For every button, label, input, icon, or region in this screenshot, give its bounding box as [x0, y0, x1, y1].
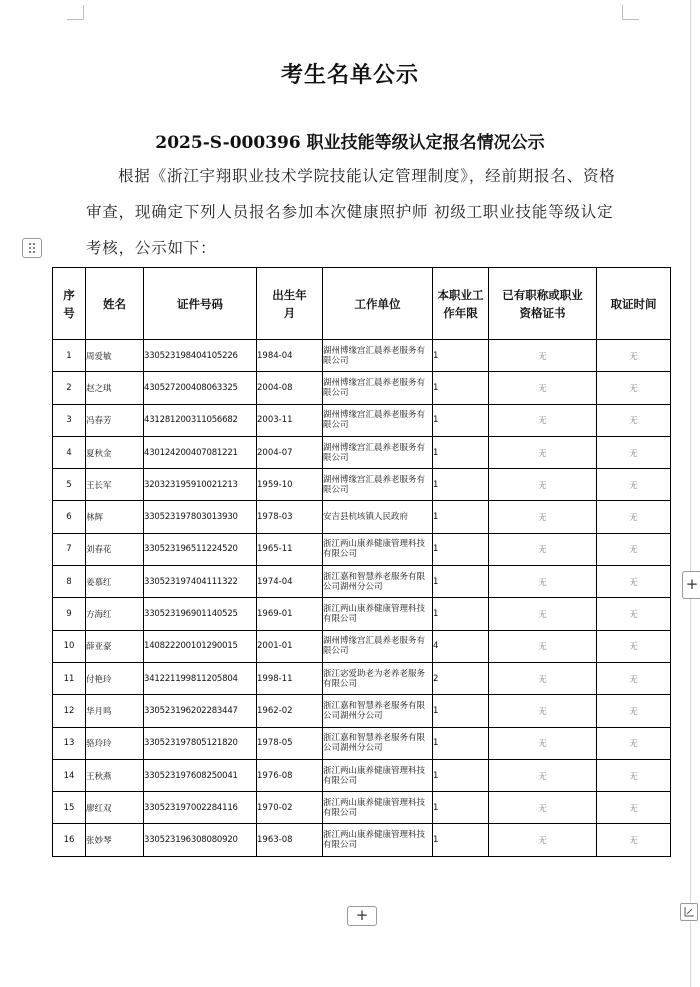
cell-years: 1 — [433, 340, 489, 372]
cell-work-unit: 湖州博缘宫汇晨养老服务有限公司 — [323, 630, 433, 662]
cell-certificate: 无 — [489, 727, 597, 759]
cell-work-unit: 湖州博缘宫汇晨养老服务有限公司 — [323, 340, 433, 372]
cell-seq: 14 — [53, 759, 86, 791]
cell-name: 张妙琴 — [86, 824, 144, 856]
cell-cert-time: 无 — [597, 727, 671, 759]
cell-id-number: 430527200408063325 — [144, 372, 257, 404]
cell-id-number: 330523197803013930 — [144, 501, 257, 533]
add-column-button[interactable] — [682, 571, 700, 599]
cell-birth: 1984-04 — [257, 340, 323, 372]
cell-birth: 2004-08 — [257, 372, 323, 404]
cell-seq: 2 — [53, 372, 86, 404]
header-name: 姓名 — [86, 268, 144, 340]
cell-certificate: 无 — [489, 340, 597, 372]
table-header-row — [53, 268, 671, 340]
cell-cert-time: 无 — [597, 824, 671, 856]
header-id: 证件号码 — [144, 268, 257, 340]
cell-cert-time: 无 — [597, 469, 671, 501]
cell-id-number: 330523198404105226 — [144, 340, 257, 372]
cell-certificate: 无 — [489, 372, 597, 404]
cell-certificate: 无 — [489, 501, 597, 533]
cell-certificate: 无 — [489, 404, 597, 436]
cell-name: 骆玲玲 — [86, 727, 144, 759]
cell-id-number: 140822200101290015 — [144, 630, 257, 662]
cell-seq: 4 — [53, 436, 86, 468]
cell-birth: 2004-07 — [257, 436, 323, 468]
cell-work-unit: 浙江嘉和智慧养老服务有限公司湖州分公司 — [323, 695, 433, 727]
header-cert: 已有职称或职业资格证书 — [489, 268, 597, 340]
cell-years: 1 — [433, 404, 489, 436]
cell-name: 夏秋金 — [86, 436, 144, 468]
cell-years: 4 — [433, 630, 489, 662]
cell-work-unit: 湖州博缘宫汇晨养老服务有限公司 — [323, 469, 433, 501]
cell-seq: 5 — [53, 469, 86, 501]
add-row-button[interactable] — [347, 906, 377, 926]
cell-birth: 2003-11 — [257, 404, 323, 436]
cell-seq: 6 — [53, 501, 86, 533]
cell-id-number: 431281200311056682 — [144, 404, 257, 436]
cell-seq: 12 — [53, 695, 86, 727]
header-seq: 序号 — [53, 268, 86, 340]
cell-years: 1 — [433, 695, 489, 727]
cell-name: 冯春芳 — [86, 404, 144, 436]
cell-work-unit: 浙江两山康养健康管理科技有限公司 — [323, 533, 433, 565]
cell-work-unit: 浙江两山康养健康管理科技有限公司 — [323, 824, 433, 856]
cell-cert-time: 无 — [597, 340, 671, 372]
cell-birth: 1969-01 — [257, 598, 323, 630]
cell-seq: 11 — [53, 662, 86, 694]
cell-work-unit: 浙江两山康养健康管理科技有限公司 — [323, 598, 433, 630]
cell-work-unit: 安吉县杭垓镇人民政府 — [323, 501, 433, 533]
cell-name: 华月鸣 — [86, 695, 144, 727]
notice-subtitle: 2025-S-000396 职业技能等级认定报名情况公示 — [155, 133, 545, 153]
header-birth: 出生年月 — [257, 268, 323, 340]
cell-certificate: 无 — [489, 598, 597, 630]
cell-birth: 1978-03 — [257, 501, 323, 533]
cell-years: 1 — [433, 759, 489, 791]
cell-id-number: 430124200407081221 — [144, 436, 257, 468]
table-row — [53, 695, 671, 727]
table-row — [53, 662, 671, 694]
cell-cert-time: 无 — [597, 501, 671, 533]
table-row — [53, 372, 671, 404]
header-unit: 工作单位 — [323, 268, 433, 340]
cell-cert-time: 无 — [597, 662, 671, 694]
cell-birth: 2001-01 — [257, 630, 323, 662]
cell-seq: 13 — [53, 727, 86, 759]
table-row — [53, 533, 671, 565]
cell-seq: 1 — [53, 340, 86, 372]
cell-certificate: 无 — [489, 630, 597, 662]
cell-id-number: 330523197002284116 — [144, 792, 257, 824]
cell-birth: 1959-10 — [257, 469, 323, 501]
cell-work-unit: 浙江宓爱助老为老养老服务有限公司 — [323, 662, 433, 694]
cell-certificate: 无 — [489, 436, 597, 468]
cell-work-unit: 湖州博缘宫汇晨养老服务有限公司 — [323, 372, 433, 404]
cell-id-number: 330523197404111322 — [144, 566, 257, 598]
cell-years: 2 — [433, 662, 489, 694]
crop-mark-top-left — [67, 5, 84, 20]
cell-years: 1 — [433, 501, 489, 533]
cell-name: 王秋燕 — [86, 759, 144, 791]
cell-work-unit: 湖州博缘宫汇晨养老服务有限公司 — [323, 404, 433, 436]
cell-work-unit: 浙江嘉和智慧养老服务有限公司湖州分公司 — [323, 727, 433, 759]
table-row — [53, 598, 671, 630]
cell-years: 1 — [433, 824, 489, 856]
crop-mark-top-right — [622, 5, 639, 20]
cell-cert-time: 无 — [597, 404, 671, 436]
cell-birth: 1976-08 — [257, 759, 323, 791]
table-row — [53, 404, 671, 436]
cell-work-unit: 浙江嘉和智慧养老服务有限公司湖州分公司 — [323, 566, 433, 598]
table-row — [53, 792, 671, 824]
cell-name: 方海红 — [86, 598, 144, 630]
header-years: 本职业工作年限 — [433, 268, 489, 340]
table-move-handle-icon[interactable] — [22, 238, 42, 258]
cell-seq: 9 — [53, 598, 86, 630]
cell-id-number: 330523197608250041 — [144, 759, 257, 791]
header-time: 取证时间 — [597, 268, 671, 340]
cell-cert-time: 无 — [597, 695, 671, 727]
cell-cert-time: 无 — [597, 759, 671, 791]
cell-certificate: 无 — [489, 792, 597, 824]
table-row — [53, 824, 671, 856]
table-row — [53, 501, 671, 533]
table-row — [53, 759, 671, 791]
cell-certificate: 无 — [489, 469, 597, 501]
cell-birth: 1970-02 — [257, 792, 323, 824]
cell-years: 1 — [433, 566, 489, 598]
cell-name: 刘春花 — [86, 533, 144, 565]
table-row — [53, 469, 671, 501]
cell-id-number: 330523196308080920 — [144, 824, 257, 856]
cell-years: 1 — [433, 372, 489, 404]
cell-certificate: 无 — [489, 824, 597, 856]
cell-certificate: 无 — [489, 695, 597, 727]
cell-cert-time: 无 — [597, 372, 671, 404]
cell-certificate: 无 — [489, 566, 597, 598]
cell-seq: 15 — [53, 792, 86, 824]
plus-icon: + — [685, 575, 699, 593]
cell-name: 付艳玲 — [86, 662, 144, 694]
table-row — [53, 340, 671, 372]
cell-id-number: 330523196511224520 — [144, 533, 257, 565]
cell-years: 1 — [433, 792, 489, 824]
cell-seq: 8 — [53, 566, 86, 598]
cell-years: 1 — [433, 598, 489, 630]
cell-id-number: 330523197805121820 — [144, 727, 257, 759]
cell-name: 王长军 — [86, 469, 144, 501]
table-row — [53, 436, 671, 468]
cell-birth: 1962-02 — [257, 695, 323, 727]
cell-seq: 3 — [53, 404, 86, 436]
cell-cert-time: 无 — [597, 436, 671, 468]
cell-name: 赵之琪 — [86, 372, 144, 404]
cell-seq: 7 — [53, 533, 86, 565]
cell-name: 姜慕红 — [86, 566, 144, 598]
cell-cert-time: 无 — [597, 792, 671, 824]
cell-cert-time: 无 — [597, 533, 671, 565]
cell-years: 1 — [433, 436, 489, 468]
cell-birth: 1963-08 — [257, 824, 323, 856]
plus-icon: + — [355, 906, 369, 924]
cell-id-number: 320323195910021213 — [144, 469, 257, 501]
candidate-table — [52, 267, 671, 857]
cell-cert-time: 无 — [597, 598, 671, 630]
cell-birth: 1974-04 — [257, 566, 323, 598]
cell-cert-time: 无 — [597, 566, 671, 598]
table-row — [53, 566, 671, 598]
cell-years: 1 — [433, 727, 489, 759]
cell-seq: 16 — [53, 824, 86, 856]
cell-certificate: 无 — [489, 533, 597, 565]
intro-paragraph: 根据《浙江宇翔职业技术学院技能认定管理制度》，经前期报名、资格审查，现确定下列人员报名参加本次健康照护师 初级工职业技能等级认定考核，公示如下： — [86, 167, 616, 257]
cell-work-unit: 浙江两山康养健康管理科技有限公司 — [323, 792, 433, 824]
cell-name: 廖红双 — [86, 792, 144, 824]
cell-years: 1 — [433, 533, 489, 565]
cell-seq: 10 — [53, 630, 86, 662]
cell-birth: 1978-05 — [257, 727, 323, 759]
cell-name: 薛亚豪 — [86, 630, 144, 662]
cell-name: 林辉 — [86, 501, 144, 533]
cell-work-unit: 浙江两山康养健康管理科技有限公司 — [323, 759, 433, 791]
cell-id-number: 330523196901140525 — [144, 598, 257, 630]
table-row — [53, 630, 671, 662]
cell-name: 周爱敏 — [86, 340, 144, 372]
cell-birth: 1998-11 — [257, 662, 323, 694]
cell-id-number: 341221199811205804 — [144, 662, 257, 694]
table-resize-icon[interactable] — [680, 903, 698, 921]
cell-id-number: 330523196202283447 — [144, 695, 257, 727]
cell-certificate: 无 — [489, 662, 597, 694]
cell-cert-time: 无 — [597, 630, 671, 662]
cell-birth: 1965-11 — [257, 533, 323, 565]
cell-certificate: 无 — [489, 759, 597, 791]
cell-years: 1 — [433, 469, 489, 501]
table-row — [53, 727, 671, 759]
page-title: 考生名单公示 — [280, 62, 419, 88]
cell-work-unit: 湖州博缘宫汇晨养老服务有限公司 — [323, 436, 433, 468]
